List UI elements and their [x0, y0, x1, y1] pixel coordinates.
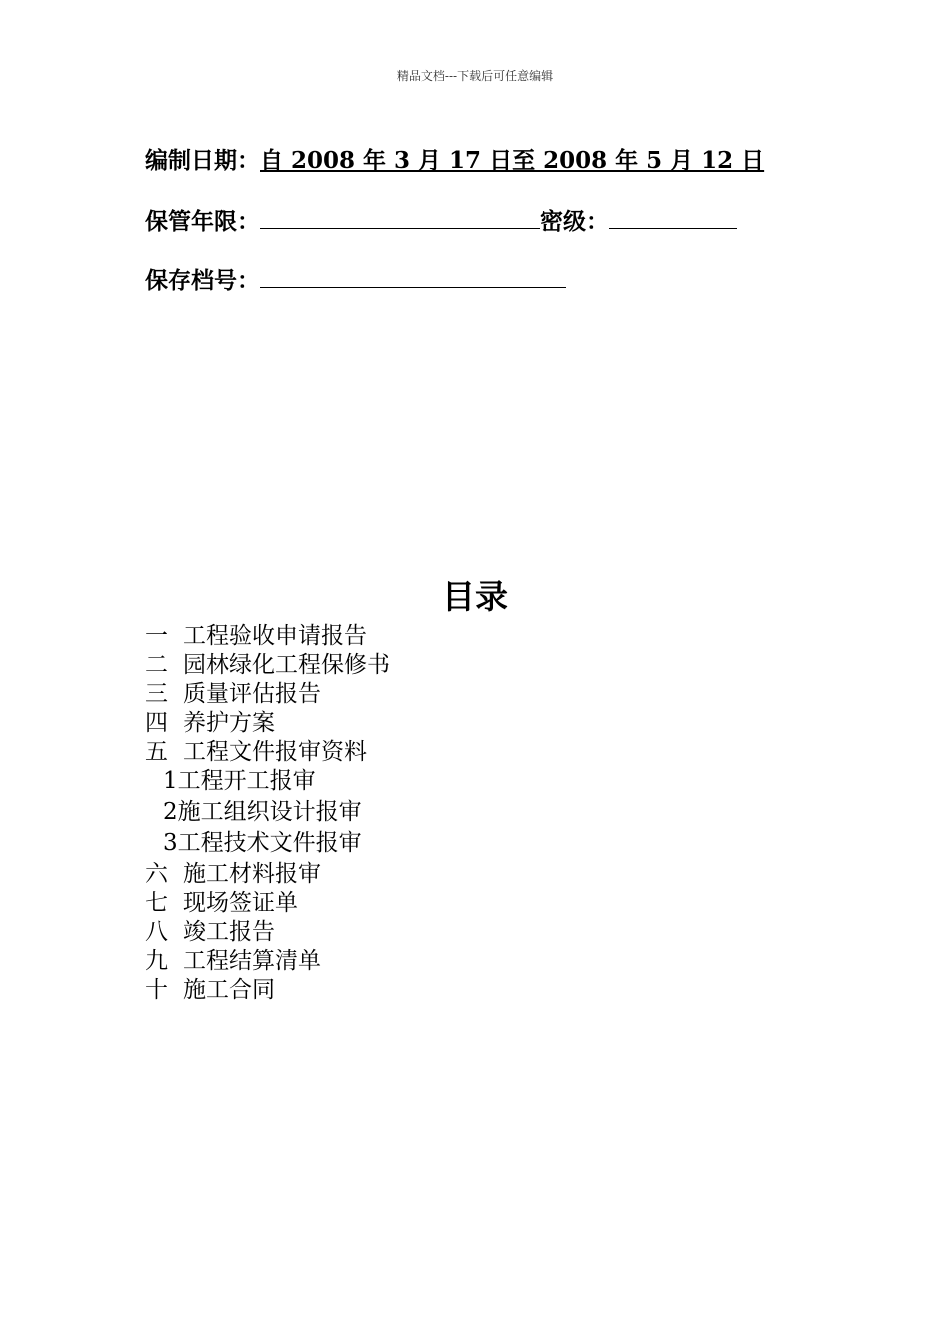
- toc-item-text: 施工合同: [183, 977, 275, 1003]
- toc-item: [145, 675, 390, 707]
- toc-item-text: 园林绿化工程保修书: [183, 652, 390, 678]
- toc-item: [145, 855, 390, 887]
- toc-item-number: 十: [145, 977, 168, 1003]
- toc-item-text: 施工材料报审: [183, 861, 321, 887]
- secret-level-blank: [609, 206, 737, 229]
- archive-number-blank: [260, 265, 566, 288]
- toc-item: [145, 884, 390, 916]
- toc-item-text: 竣工报告: [183, 919, 275, 945]
- toc-title: 目录: [442, 577, 508, 616]
- toc-subitem-number: 3: [163, 830, 178, 856]
- retention-term-row: [145, 206, 737, 237]
- toc-subitem-number: 1: [163, 768, 178, 794]
- toc-item: [145, 913, 390, 945]
- toc-subitem: [145, 762, 390, 793]
- toc-item-number: 六: [145, 861, 168, 887]
- toc-item-number: 一: [145, 623, 168, 649]
- toc-item: [145, 617, 390, 649]
- retention-term-label: 保管年限：: [145, 208, 260, 235]
- toc-list: [145, 617, 390, 1003]
- toc-item: [145, 942, 390, 974]
- toc-item: [145, 733, 390, 765]
- toc-item: [145, 971, 390, 1003]
- retention-term-blank: [260, 206, 540, 229]
- toc-item: [145, 704, 390, 736]
- toc-subitem-number: 2: [163, 799, 178, 825]
- toc-item-number: 九: [145, 948, 168, 974]
- toc-item-text: 质量评估报告: [183, 681, 321, 707]
- toc-item-text: 工程文件报审资料: [183, 739, 367, 765]
- secret-level-label: 密级：: [540, 208, 609, 235]
- toc-subitem: [145, 824, 390, 855]
- toc-item-number: 二: [145, 652, 168, 678]
- toc-item-number: 八: [145, 919, 168, 945]
- compile-date-row: [145, 146, 764, 176]
- toc-subitem: [145, 793, 390, 824]
- toc-item-text: 工程结算清单: [183, 948, 321, 974]
- archive-number-label: 保存档号：: [145, 267, 260, 294]
- toc-item-text: 工程验收申请报告: [183, 623, 367, 649]
- toc-subitem-text: 施工组织设计报审: [177, 799, 362, 825]
- toc-subitem-text: 工程开工报审: [177, 768, 316, 794]
- toc-item-text: 现场签证单: [183, 890, 298, 916]
- toc-item-number: 五: [145, 739, 168, 765]
- page-header-note: 精品文档---下载后可任意编辑: [396, 69, 554, 83]
- toc-item-text: 养护方案: [183, 710, 275, 736]
- toc-item: [145, 646, 390, 678]
- toc-item-number: 七: [145, 890, 168, 916]
- compile-date-value: 自 2008 年 3 月 17 日至 2008 年 5 月 12 日: [260, 147, 765, 174]
- compile-date-label: 编制日期：: [145, 147, 260, 174]
- archive-number-row: [145, 265, 566, 296]
- toc-subitem-text: 工程技术文件报审: [177, 830, 362, 856]
- toc-item-number: 三: [145, 681, 168, 707]
- toc-item-number: 四: [145, 710, 168, 736]
